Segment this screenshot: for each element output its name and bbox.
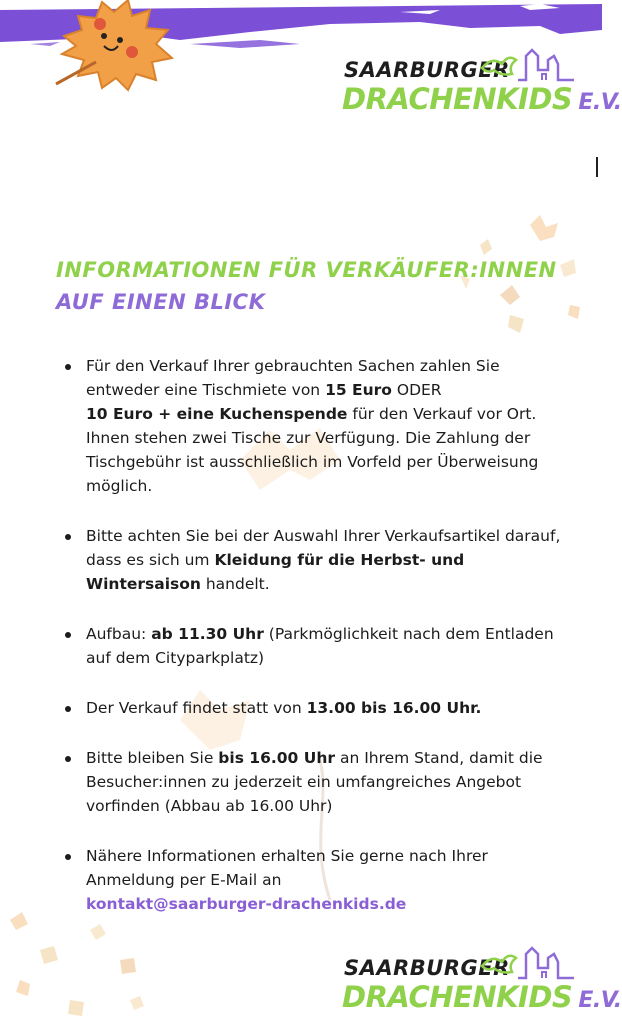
bullet-price (64, 354, 564, 498)
bullet-sale-time (64, 696, 564, 720)
bullet-price-strong2: 10 Euro + eine Kuchenspende (86, 405, 348, 423)
text-cursor (596, 157, 598, 177)
leaf-mascot-icon (52, 0, 182, 92)
bullet-clothing-text1: Bitte achten Sie bei der Auswahl Ihrer Verkaufsartikel darauf, dass es sich um (86, 527, 561, 569)
bullet-setup (64, 622, 564, 670)
bullet-contact-text: Nähere Informationen erhalten Sie gerne nach Ihrer Anmeldung per E-Mail an (86, 847, 488, 889)
bullet-sale-strong: 13.00 bis 16.00 Uhr. (306, 699, 482, 717)
bullet-clothing-text2: handelt. (200, 575, 270, 593)
bullet-setup-text1: Aufbau: (86, 625, 152, 643)
bullet-stay (64, 746, 564, 818)
logo-suffix: E.V. (578, 90, 622, 115)
bullet-price-text2: ODER (391, 381, 442, 399)
autumn-leaves-bottom-decoration (0, 900, 160, 1024)
bullet-clothing (64, 524, 564, 596)
heading-line1: INFORMATIONEN FÜR VERKÄUFER:INNEN (56, 258, 557, 282)
bullet-setup-text2: (Parkmöglichkeit nach dem Entladen auf dem Cityparkplatz) (86, 625, 554, 667)
bullet-price-text1: Für den Verkauf Ihrer gebrauchten Sachen zahlen Sie entweder eine Tischmiete von (86, 357, 500, 399)
bullet-stay-text1: Bitte bleiben Sie (86, 749, 219, 767)
bullet-clothing-strong: Kleidung für die Herbst- und Wintersaison (86, 551, 465, 593)
logo-bottom-suffix: E.V. (578, 988, 622, 1013)
bullet-stay-strong: bis 16.00 Uhr (218, 749, 336, 767)
logo-bottom-line1: SAARBURGER (344, 956, 510, 980)
dove-castle-icon (478, 944, 578, 994)
logo-line1: SAARBURGER (344, 58, 510, 82)
drachenkids-logo-top (340, 46, 622, 126)
dove-castle-icon (478, 46, 578, 96)
bullet-price-text3: für den Verkauf vor Ort. Ihnen stehen zwei Tische zur Verfügung. Die Zahlung der Tischgebühr ist ausschließlich im Vorfeld per Überweisung möglich. (86, 405, 539, 495)
contact-email-link[interactable]: kontakt@saarburger-drachenkids.de (86, 895, 407, 913)
logo-bottom-line2-text: DRACHENKIDS (342, 980, 573, 1014)
drachenkids-logo-bottom (340, 944, 622, 1024)
bullet-price-strong1: 15 Euro (325, 381, 392, 399)
bullet-stay-text2: an Ihrem Stand, damit die Besucher:innen zu jederzeit ein umfangreiches Angebot vorfinden (Abbau ab 16.00 Uhr) (86, 749, 543, 815)
bullet-sale-text: Der Verkauf findet statt von (86, 699, 307, 717)
heading-line2: AUF EINEN BLICK (56, 290, 266, 314)
bullet-setup-strong: ab 11.30 Uhr (151, 625, 264, 643)
info-bullet-list (64, 354, 564, 916)
logo-line2-text: DRACHENKIDS (342, 82, 573, 116)
